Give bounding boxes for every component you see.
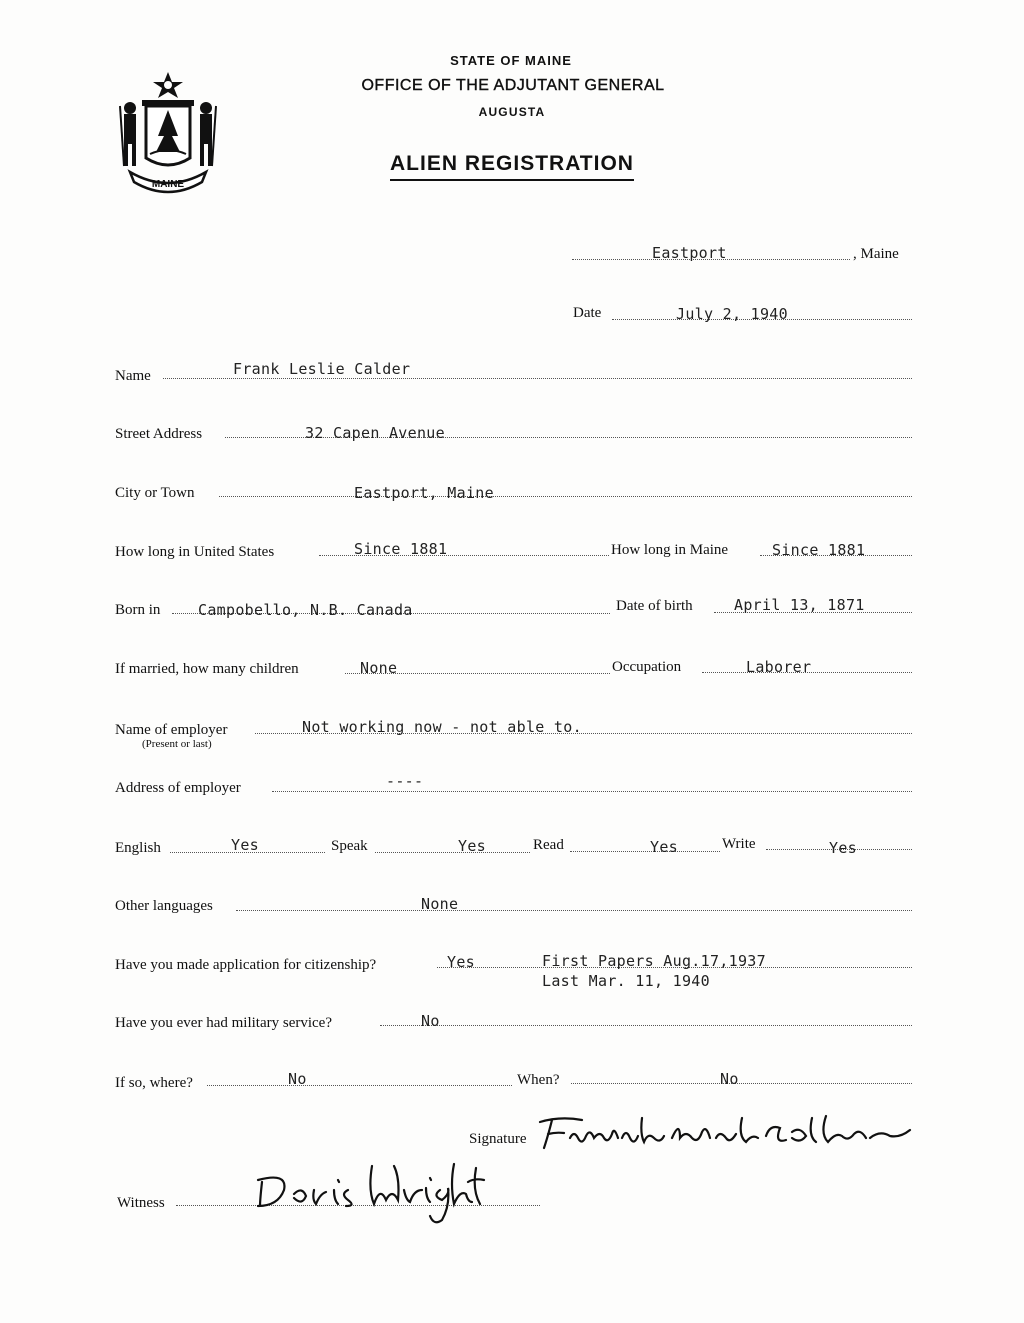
read-label: Read xyxy=(533,837,564,853)
street-address-label: Street Address xyxy=(115,426,203,442)
born-in-value: Campobello, N.B. Canada xyxy=(198,601,413,619)
employer-label: Name of employer xyxy=(115,722,228,738)
write-value: Yes xyxy=(829,839,857,857)
read-line xyxy=(570,851,720,852)
english-label: English xyxy=(115,840,161,856)
english-value: Yes xyxy=(231,836,259,854)
military-label: Have you ever had military service? xyxy=(115,1015,332,1031)
date-value: July 2, 1940 xyxy=(676,305,788,323)
born-in-label: Born in xyxy=(115,602,161,618)
military-line xyxy=(380,1025,912,1026)
other-languages-line xyxy=(236,910,912,911)
write-label: Write xyxy=(722,836,756,852)
name-label: Name xyxy=(115,368,151,384)
employer-address-line xyxy=(272,791,912,792)
citizenship-note-last: Last Mar. 11, 1940 xyxy=(542,972,710,990)
citizenship-note-first: First Papers Aug.17,1937 xyxy=(542,952,766,970)
when-line xyxy=(571,1083,912,1084)
city-heading: AUGUSTA xyxy=(478,105,546,119)
employer-address-value: ---- xyxy=(386,772,424,790)
citizenship-value: Yes xyxy=(447,953,475,971)
speak-label: Speak xyxy=(331,838,368,854)
city-label: City or Town xyxy=(115,485,195,501)
where-value: No xyxy=(288,1070,307,1088)
form-title: ALIEN REGISTRATION xyxy=(0,152,1024,176)
speak-line xyxy=(375,852,530,853)
city-value: Eastport, Maine xyxy=(354,484,494,502)
signature-handwriting xyxy=(530,1108,930,1152)
state-heading: STATE OF MAINE xyxy=(450,53,572,68)
when-value: No xyxy=(720,1070,739,1088)
date-of-birth-value: April 13, 1871 xyxy=(734,596,865,614)
employer-sublabel: (Present or last) xyxy=(142,738,212,750)
employer-address-label: Address of employer xyxy=(115,780,241,796)
speak-value: Yes xyxy=(458,837,486,855)
name-value: Frank Leslie Calder xyxy=(233,360,411,378)
how-long-maine-label: How long in Maine xyxy=(611,542,729,558)
read-value: Yes xyxy=(650,838,678,856)
how-long-maine-value: Since 1881 xyxy=(772,541,866,559)
citizenship-label: Have you made application for citizenship? xyxy=(115,957,377,973)
date-label: Date xyxy=(573,305,602,321)
name-line xyxy=(163,378,912,379)
employer-value: Not working now - not able to. xyxy=(302,718,582,736)
place-suffix: , Maine xyxy=(853,246,899,262)
city-line xyxy=(219,496,912,497)
date-of-birth-label: Date of birth xyxy=(616,598,693,614)
occupation-value: Laborer xyxy=(746,658,812,676)
how-long-us-label: How long in United States xyxy=(115,544,275,560)
children-value: None xyxy=(360,659,398,677)
witness-handwriting xyxy=(254,1160,486,1228)
when-label: When? xyxy=(517,1072,560,1088)
other-languages-label: Other languages xyxy=(115,898,213,914)
where-line xyxy=(207,1085,512,1086)
office-heading: OFFICE OF THE ADJUTANT GENERAL xyxy=(361,77,665,94)
svg-text:MAINE: MAINE xyxy=(151,179,185,190)
witness-label: Witness xyxy=(117,1195,165,1211)
where-label: If so, where? xyxy=(115,1075,193,1091)
how-long-us-value: Since 1881 xyxy=(354,540,448,558)
occupation-label: Occupation xyxy=(612,659,682,675)
signature-label: Signature xyxy=(469,1131,527,1147)
place-value: Eastport xyxy=(652,244,727,262)
other-languages-value: None xyxy=(421,895,459,913)
street-address-value: 32 Capen Avenue xyxy=(305,424,445,442)
children-label: If married, how many children xyxy=(115,661,299,677)
military-value: No xyxy=(421,1012,440,1030)
